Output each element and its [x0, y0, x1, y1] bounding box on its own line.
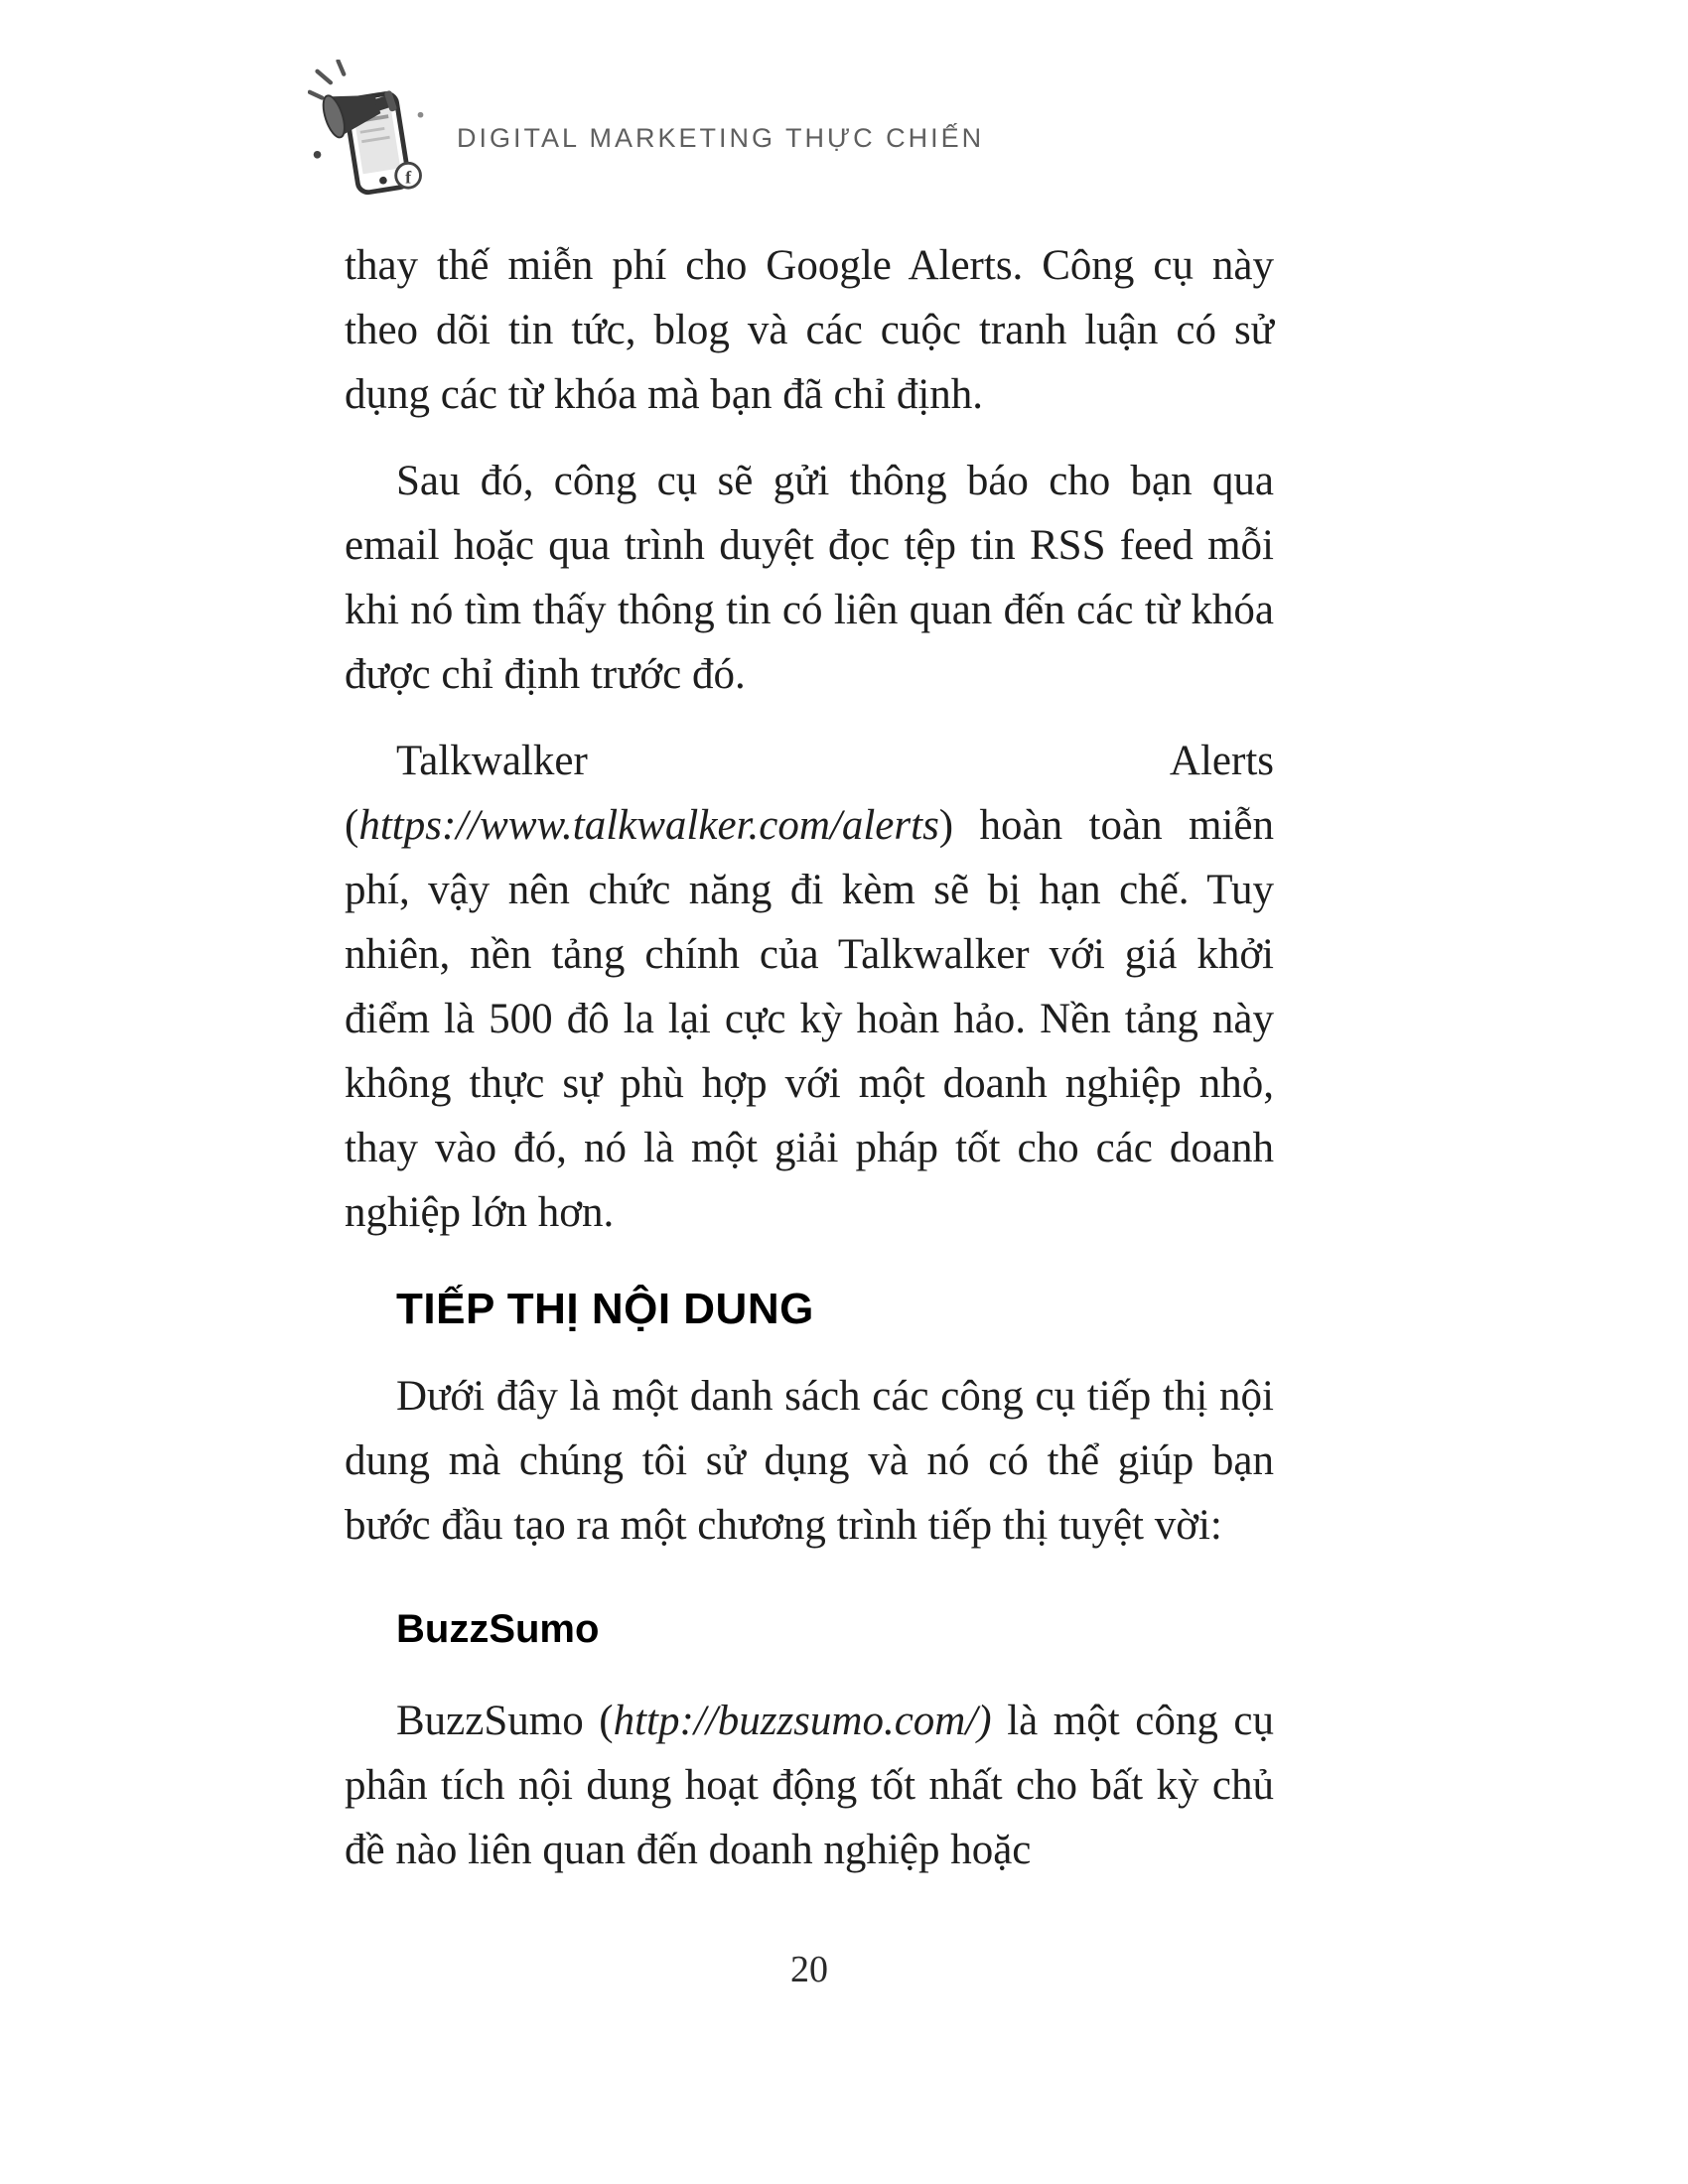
paragraph-buzzsumo-text-after: là một công cụ phân tích nội dung hoạt động tốt nhất cho bất kỳ chủ đề nào liên quan đến doanh nghiệp hoặc [345, 1698, 1274, 1873]
text-column [345, 233, 1274, 1904]
page-header [308, 60, 984, 199]
paragraph-talkwalker-text-after: ) hoàn toàn miễn phí, vậy nên chức năng đi kèm sẽ bị hạn chế. Tuy nhiên, nền tảng chính của Talkwalker với giá khởi điểm là 500 đô la lại cực kỳ hoàn hảo. Nền tảng này không thực sự phù hợp với một doanh nghiệp nhỏ, thay vào đó, nó là một giải pháp tốt cho các doanh nghiệp lớn hơn. [345, 802, 1274, 1236]
svg-text:f: f [405, 167, 412, 188]
paragraph-buzzsumo [345, 1689, 1274, 1882]
megaphone-phone-icon [308, 60, 431, 199]
talkwalker-url-text: https://www.talkwalker.com/alerts [358, 802, 939, 849]
section-heading-content-marketing: TIẾP THỊ NỘI DUNG [396, 1285, 814, 1333]
dot-icon [418, 112, 424, 118]
buzzsumo-url-text: http://buzzsumo.com/) [613, 1698, 992, 1744]
paragraph-continuation: thay thế miễn phí cho Google Alerts. Công cụ này theo dõi tin tức, blog và các cuộc tranh luận có sử dụng các từ khóa mà bạn đã chỉ định. [345, 242, 1274, 418]
sound-lines-icon [310, 61, 344, 97]
facebook-f-icon [396, 163, 421, 188]
paragraph-talkwalker-text-before: Talkwalker Alerts ( [345, 738, 1274, 849]
brand-logo [308, 60, 431, 199]
paragraph-content-tools-intro: Dưới đây là một danh sách các công cụ tiếp thị nội dung mà chúng tôi sử dụng và nó có thể giúp bạn bước đầu tạo ra một chương trình tiếp thị tuyệt vời: [345, 1373, 1274, 1549]
paragraph-talkwalker [345, 729, 1274, 1245]
dot-icon [314, 151, 322, 159]
paragraph-buzzsumo-text-before: BuzzSumo ( [396, 1698, 614, 1744]
running-head-title: DIGITAL MARKETING THỰC CHIẾN [457, 122, 985, 153]
paragraph-alerts-notification: Sau đó, công cụ sẽ gửi thông báo cho bạn qua email hoặc qua trình duyệt đọc tệp tin RSS feed mỗi khi nó tìm thấy thông tin có liên quan đến các từ khóa được chỉ định trước đó. [345, 458, 1274, 698]
page-number: 20 [790, 1949, 828, 1990]
subsection-heading-buzzsumo: BuzzSumo [396, 1607, 600, 1651]
